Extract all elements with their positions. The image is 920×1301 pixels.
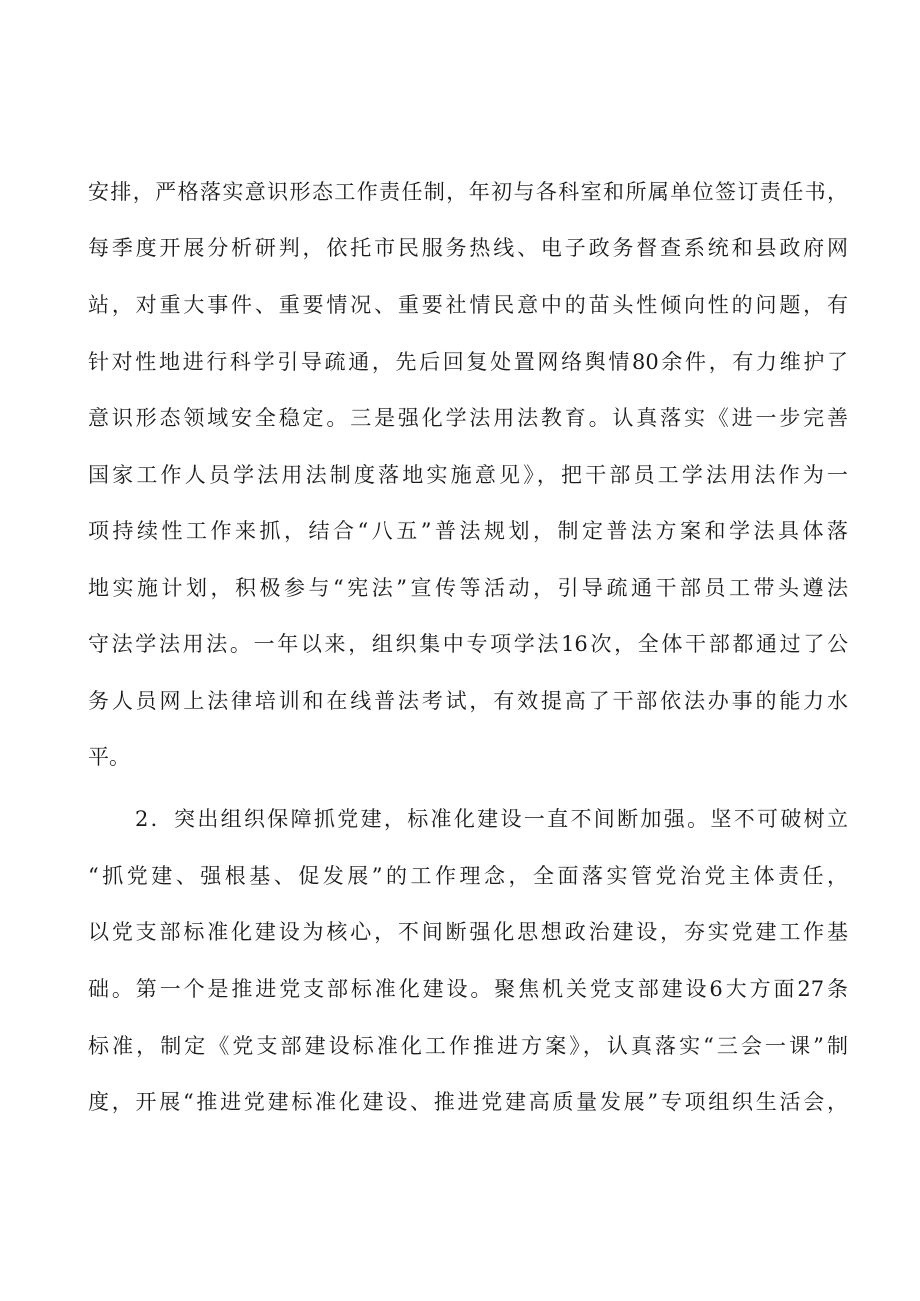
text-line-12: 2．突出组织保障抓党建，标准化建设一直不间断加强。坚不可破树立 bbox=[135, 807, 848, 831]
text-line-13: “抓党建、强根基、促发展”的工作理念，全面落实管党治党主体责任， bbox=[88, 864, 848, 888]
text-line-8: 地实施计划，积极参与“宪法”宣传等活动，引导疏通干部员工带头遵法 bbox=[88, 576, 848, 600]
text-line-9: 守法学法用法。一年以来，组织集中专项学法16次，全体干部都通过了公 bbox=[88, 632, 848, 656]
text-line-11: 平。 bbox=[88, 745, 130, 769]
text-line-4: 针对性地进行科学引导疏通，先后回复处置网络舆情80余件，有力维护了 bbox=[88, 350, 848, 374]
text-line-2: 每季度开展分析研判，依托市民服务热线、电子政务督查系统和县政府网 bbox=[88, 236, 848, 260]
text-line-14: 以党支部标准化建设为核心，不间断强化思想政治建设，夯实党建工作基 bbox=[88, 920, 848, 944]
text-line-15: 础。第一个是推进党支部标准化建设。聚焦机关党支部建设6大方面27条 bbox=[88, 977, 848, 1001]
text-line-1: 安排，严格落实意识形态工作责任制，年初与各科室和所属单位签订责任书， bbox=[88, 180, 848, 204]
text-line-7: 项持续性工作来抓，结合“八五”普法规划，制定普法方案和学法具体落 bbox=[88, 519, 848, 543]
text-line-16: 标准，制定《党支部建设标准化工作推进方案》，认真落实“三会一课”制 bbox=[88, 1034, 848, 1058]
text-line-10: 务人员网上法律培训和在线普法考试，有效提高了干部依法办事的能力水 bbox=[88, 689, 848, 713]
text-line-17: 度，开展“推进党建标准化建设、推进党建高质量发展”专项组织生活会， bbox=[88, 1090, 848, 1114]
text-line-5: 意识形态领域安全稳定。三是强化学法用法教育。认真落实《进一步完善 bbox=[88, 406, 848, 430]
text-line-3: 站，对重大事件、重要情况、重要社情民意中的苗头性倾向性的问题，有 bbox=[88, 293, 848, 317]
text-line-6: 国家工作人员学法用法制度落地实施意见》，把干部员工学法用法作为一 bbox=[88, 463, 848, 487]
